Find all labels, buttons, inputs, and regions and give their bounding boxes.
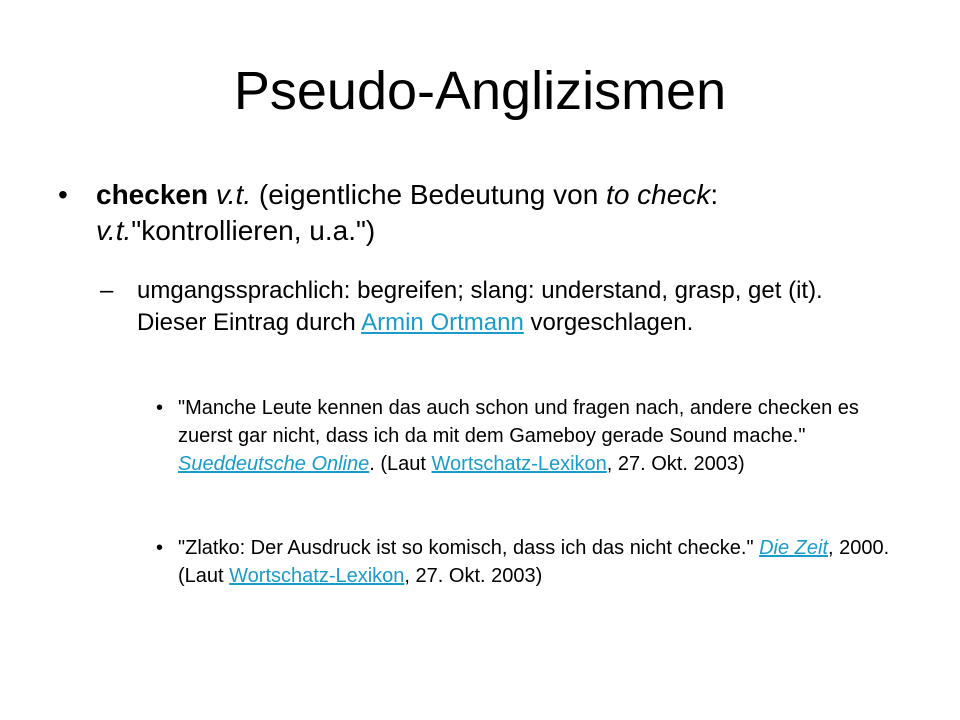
source-link[interactable]: Sueddeutsche Online	[178, 453, 370, 475]
colon: :	[710, 179, 719, 210]
main-bullet-text	[96, 177, 826, 249]
bullet-icon: •	[58, 179, 68, 210]
quote-bullet-icon: •	[156, 537, 164, 559]
quote-mid: . (Laut	[369, 453, 432, 475]
quote-text: "Manche Leute kennen das auch schon und fragen nach, andere checken es zuerst gar nicht, dass ich da mit dem Gameboy gerade Sound mache."	[178, 397, 859, 447]
wortschatz-lexikon-link[interactable]: Wortschatz-Lexikon	[229, 565, 405, 587]
wortschatz-lexikon-link[interactable]: Wortschatz-Lexikon	[431, 453, 607, 475]
part-of-speech-2: v.t.	[96, 215, 132, 246]
definition-intro: (eigentliche Bedeutung von	[251, 179, 607, 210]
part-of-speech: v.t.	[215, 179, 252, 210]
source-link[interactable]: Die Zeit	[759, 537, 828, 559]
armin-ortmann-link[interactable]: Armin Ortmann	[361, 309, 524, 336]
slide-title: Pseudo-Anglizismen	[233, 61, 727, 121]
definition-meaning: "kontrollieren, u.a.")	[131, 215, 376, 246]
quote-text: "Zlatko: Der Ausdruck ist so komisch, dass ich das nicht checke."	[178, 537, 760, 559]
headword: checken	[96, 179, 209, 210]
quote-tail: , 27. Okt. 2003)	[606, 453, 745, 475]
dash-bullet-icon: –	[100, 277, 114, 304]
english-term: to check	[606, 179, 711, 210]
quote-mid: , 2000. (Laut	[178, 537, 890, 587]
sub-bullet-text	[137, 275, 877, 339]
quote-item	[178, 534, 898, 590]
sub-text-after: vorgeschlagen.	[523, 309, 694, 336]
quote-item	[178, 394, 898, 478]
sub-text-before: umgangssprachlich: begreifen; slang: understand, grasp, get (it). Dieser Eintrag durch	[137, 277, 823, 336]
quote-bullet-icon: •	[156, 397, 164, 419]
quote-tail: , 27. Okt. 2003)	[404, 565, 543, 587]
